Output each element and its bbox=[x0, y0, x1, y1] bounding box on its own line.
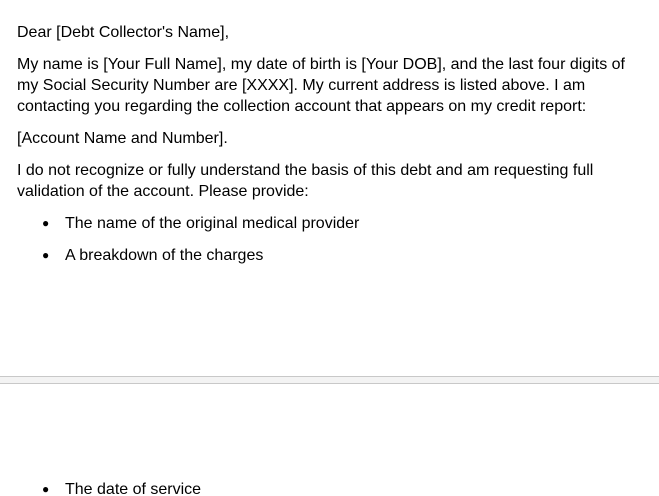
requests-list bbox=[17, 213, 642, 266]
salutation: Dear [Debt Collector's Name], bbox=[17, 24, 230, 41]
page-break bbox=[0, 376, 659, 384]
list-item-text: The date of service bbox=[65, 481, 202, 496]
list-item bbox=[17, 213, 642, 234]
bullet-icon: ● bbox=[42, 482, 50, 496]
requests-list-continued bbox=[17, 479, 642, 496]
request-paragraph: I do not recognize or fully understand the basis of this debt and am requesting full validation of the account. Please provide: bbox=[17, 162, 594, 200]
list-item-text: A breakdown of the charges bbox=[65, 247, 264, 264]
list-item bbox=[17, 245, 642, 266]
document-page-2 bbox=[0, 384, 659, 496]
bullet-icon: ● bbox=[42, 216, 50, 230]
list-item-text: The name of the original medical provider bbox=[65, 215, 360, 232]
intro-paragraph: My name is [Your Full Name], my date of birth is [Your DOB], and the last four digits of my Social Security Number are [XXXX]. My current address is listed above. I am contacting you regarding the collection account that appears on my credit report: bbox=[17, 56, 625, 115]
letter-body-continued bbox=[17, 479, 642, 496]
bullet-icon: ● bbox=[42, 248, 50, 262]
list-item bbox=[17, 479, 642, 496]
letter-body bbox=[17, 22, 642, 277]
account-line: [Account Name and Number]. bbox=[17, 130, 228, 147]
